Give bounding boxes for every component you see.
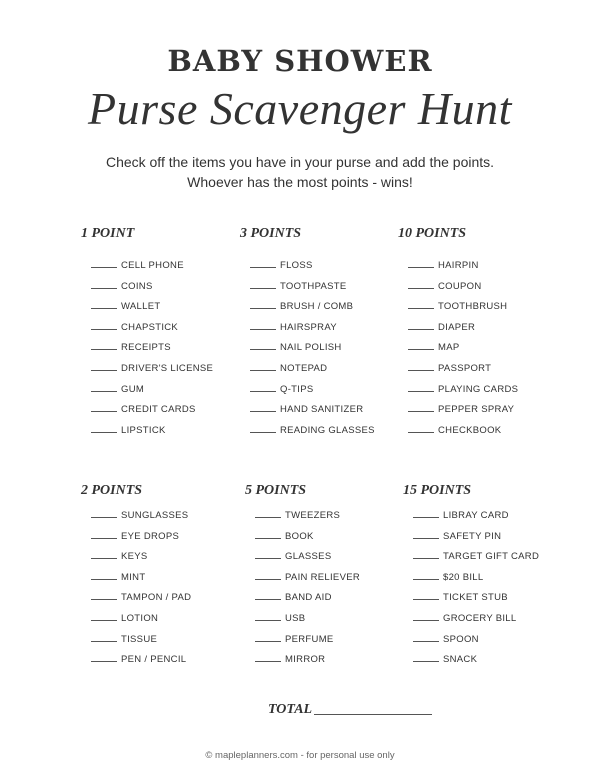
column-5-points bbox=[245, 481, 405, 666]
blank-line[interactable] bbox=[255, 571, 281, 580]
item-label: USB bbox=[285, 612, 306, 624]
item-label: SNACK bbox=[443, 654, 478, 666]
checklist-item[interactable] bbox=[250, 338, 375, 359]
blank-line[interactable] bbox=[91, 259, 117, 268]
blank-line[interactable] bbox=[408, 300, 434, 309]
column-heading: 1 POINT bbox=[81, 226, 135, 241]
checklist-item[interactable] bbox=[250, 380, 375, 401]
column-heading: 2 POINTS bbox=[81, 483, 143, 498]
item-label: BOOK bbox=[285, 530, 314, 542]
blank-line[interactable] bbox=[408, 280, 434, 289]
checklist-item[interactable] bbox=[91, 277, 213, 298]
item-label: MAP bbox=[438, 342, 460, 354]
checklist-item[interactable] bbox=[91, 400, 213, 421]
checklist-item[interactable] bbox=[91, 359, 213, 380]
blank-line[interactable] bbox=[255, 530, 281, 539]
total-blank-line[interactable] bbox=[314, 714, 432, 715]
blank-line[interactable] bbox=[255, 591, 281, 600]
item-label: $20 BILL bbox=[443, 571, 484, 583]
checklist-item[interactable] bbox=[408, 400, 518, 421]
item-label: DIAPER bbox=[438, 321, 476, 333]
item-label: COUPON bbox=[438, 280, 482, 292]
footer-copyright: © mapleplanners.com - for personal use only bbox=[205, 750, 395, 761]
blank-line[interactable] bbox=[413, 591, 439, 600]
checklist-item[interactable] bbox=[250, 277, 375, 298]
blank-line[interactable] bbox=[91, 341, 117, 350]
blank-line[interactable] bbox=[250, 280, 276, 289]
blank-line[interactable] bbox=[413, 509, 439, 518]
column-heading: 5 POINTS bbox=[245, 483, 307, 498]
checklist-item[interactable] bbox=[408, 297, 518, 318]
item-label: PEPPER SPRAY bbox=[438, 404, 515, 416]
item-label: HAIRPIN bbox=[438, 260, 479, 271]
item-label: CELL PHONE bbox=[121, 260, 184, 271]
blank-line[interactable] bbox=[250, 259, 276, 268]
total-label: TOTAL bbox=[268, 702, 313, 717]
blank-line[interactable] bbox=[91, 612, 117, 621]
item-label: DRIVER'S LICENSE bbox=[121, 362, 214, 374]
item-label: BRUSH / COMB bbox=[280, 301, 354, 313]
item-label: WALLET bbox=[121, 301, 161, 313]
checklist-item[interactable] bbox=[408, 256, 518, 277]
column-15-points bbox=[403, 481, 563, 666]
item-label: TAMPON / PAD bbox=[121, 592, 192, 604]
column-heading: 15 POINTS bbox=[403, 483, 472, 498]
checklist-item[interactable] bbox=[255, 527, 360, 548]
item-label: PERFUME bbox=[285, 633, 334, 645]
checklist-item[interactable] bbox=[413, 609, 539, 630]
checklist-item[interactable] bbox=[255, 650, 360, 671]
item-label: NAIL POLISH bbox=[280, 342, 342, 354]
instructions-line-1: Check off the items you have in your purse and add the points. bbox=[105, 154, 495, 170]
checklist-item[interactable] bbox=[91, 421, 213, 442]
blank-line[interactable] bbox=[91, 530, 117, 539]
blank-line[interactable] bbox=[91, 653, 117, 662]
item-label: LOTION bbox=[121, 612, 159, 624]
item-label: TWEEZERS bbox=[285, 510, 341, 521]
item-label: KEYS bbox=[121, 551, 148, 563]
blank-line[interactable] bbox=[91, 321, 117, 330]
column-3-points bbox=[240, 224, 400, 436]
blank-line[interactable] bbox=[413, 633, 439, 642]
checklist-item[interactable] bbox=[408, 277, 518, 298]
item-list bbox=[91, 506, 191, 671]
checklist-item[interactable] bbox=[91, 256, 213, 277]
blank-line[interactable] bbox=[408, 383, 434, 392]
checklist-item[interactable] bbox=[91, 506, 191, 527]
blank-line[interactable] bbox=[250, 321, 276, 330]
item-label: SPOON bbox=[443, 633, 479, 645]
checklist-item[interactable] bbox=[91, 547, 191, 568]
checklist-item[interactable] bbox=[408, 359, 518, 380]
column-heading: 10 POINTS bbox=[398, 226, 467, 241]
blank-line[interactable] bbox=[250, 424, 276, 433]
checklist-item[interactable] bbox=[408, 318, 518, 339]
checklist-item[interactable] bbox=[255, 506, 360, 527]
blank-line[interactable] bbox=[255, 509, 281, 518]
checklist-item[interactable] bbox=[413, 547, 539, 568]
blank-line[interactable] bbox=[255, 633, 281, 642]
title-baby-shower: BABY SHOWER bbox=[167, 44, 433, 78]
item-label: TOOTHBRUSH bbox=[438, 301, 508, 313]
blank-line[interactable] bbox=[91, 550, 117, 559]
item-label: SUNGLASSES bbox=[121, 510, 189, 521]
item-label: FLOSS bbox=[280, 260, 313, 271]
item-label: TARGET GIFT CARD bbox=[443, 551, 540, 563]
item-label: NOTEPAD bbox=[280, 362, 328, 374]
blank-line[interactable] bbox=[413, 530, 439, 539]
item-list bbox=[250, 256, 375, 441]
blank-line[interactable] bbox=[91, 633, 117, 642]
blank-line[interactable] bbox=[91, 362, 117, 371]
blank-line[interactable] bbox=[408, 321, 434, 330]
item-label: PEN / PENCIL bbox=[121, 654, 187, 666]
instructions-line-2: Whoever has the most points - wins! bbox=[187, 174, 413, 190]
checklist-item[interactable] bbox=[91, 380, 213, 401]
checklist-item[interactable] bbox=[413, 568, 539, 589]
item-label: READING GLASSES bbox=[280, 424, 375, 436]
blank-line[interactable] bbox=[91, 300, 117, 309]
item-label: PASSPORT bbox=[438, 362, 492, 374]
checklist-item[interactable] bbox=[91, 527, 191, 548]
blank-line[interactable] bbox=[408, 259, 434, 268]
checklist-item[interactable] bbox=[250, 256, 375, 277]
blank-line[interactable] bbox=[255, 550, 281, 559]
blank-line[interactable] bbox=[255, 653, 281, 662]
item-label: MIRROR bbox=[285, 654, 326, 666]
checklist-item[interactable] bbox=[250, 421, 375, 442]
item-label: GLASSES bbox=[285, 551, 332, 563]
blank-line[interactable] bbox=[408, 341, 434, 350]
checklist-item[interactable] bbox=[413, 630, 539, 651]
checklist-item[interactable] bbox=[255, 568, 360, 589]
blank-line[interactable] bbox=[413, 571, 439, 580]
checklist-item[interactable] bbox=[250, 318, 375, 339]
checklist-item[interactable] bbox=[250, 297, 375, 318]
blank-line[interactable] bbox=[91, 383, 117, 392]
item-label: COINS bbox=[121, 280, 153, 292]
checklist-item[interactable] bbox=[413, 506, 539, 527]
column-heading: 3 POINTS bbox=[240, 226, 302, 241]
checklist-item[interactable] bbox=[91, 630, 191, 651]
blank-line[interactable] bbox=[91, 424, 117, 433]
blank-line[interactable] bbox=[413, 612, 439, 621]
checklist-item[interactable] bbox=[408, 421, 518, 442]
item-label: HAND SANITIZER bbox=[280, 404, 364, 416]
checklist-item[interactable] bbox=[91, 588, 191, 609]
item-label: LIBRAY CARD bbox=[443, 510, 509, 521]
blank-line[interactable] bbox=[413, 550, 439, 559]
item-label: CREDIT CARDS bbox=[121, 404, 196, 416]
blank-line[interactable] bbox=[250, 341, 276, 350]
item-label: RECEIPTS bbox=[121, 342, 171, 354]
item-label: CHAPSTICK bbox=[121, 321, 179, 333]
checklist-item[interactable] bbox=[255, 588, 360, 609]
blank-line[interactable] bbox=[408, 362, 434, 371]
item-label: BAND AID bbox=[285, 592, 332, 604]
item-label: GUM bbox=[121, 383, 145, 395]
blank-line[interactable] bbox=[250, 362, 276, 371]
checklist-item[interactable] bbox=[413, 588, 539, 609]
blank-line[interactable] bbox=[91, 403, 117, 412]
item-list bbox=[255, 506, 360, 671]
blank-line[interactable] bbox=[413, 653, 439, 662]
item-list bbox=[91, 256, 213, 441]
checklist-item[interactable] bbox=[408, 338, 518, 359]
checklist-item[interactable] bbox=[91, 609, 191, 630]
column-1-point bbox=[81, 224, 241, 436]
blank-line[interactable] bbox=[250, 403, 276, 412]
item-list bbox=[413, 506, 539, 671]
blank-line[interactable] bbox=[250, 383, 276, 392]
item-label: GROCERY BILL bbox=[443, 612, 517, 624]
item-label: EYE DROPS bbox=[121, 530, 180, 542]
blank-line[interactable] bbox=[408, 424, 434, 433]
checklist-item[interactable] bbox=[91, 338, 213, 359]
checklist-item[interactable] bbox=[413, 527, 539, 548]
item-list bbox=[408, 256, 518, 441]
checklist-item[interactable] bbox=[91, 650, 191, 671]
item-label: PAIN RELIEVER bbox=[285, 571, 360, 583]
blank-line[interactable] bbox=[91, 591, 117, 600]
item-label: TOOTHPASTE bbox=[280, 280, 347, 292]
title-purse-scavenger-hunt: Purse Scavenger Hunt bbox=[88, 83, 512, 134]
checklist-item[interactable] bbox=[250, 400, 375, 421]
checklist-item[interactable] bbox=[255, 547, 360, 568]
item-label: SAFETY PIN bbox=[443, 530, 502, 542]
checklist-item[interactable] bbox=[408, 380, 518, 401]
column-2-points bbox=[81, 481, 241, 666]
item-label: HAIRSPRAY bbox=[280, 321, 337, 333]
checklist-item[interactable] bbox=[255, 630, 360, 651]
checklist-item[interactable] bbox=[413, 650, 539, 671]
checklist-item[interactable] bbox=[255, 609, 360, 630]
item-label: CHECKBOOK bbox=[438, 424, 502, 436]
blank-line[interactable] bbox=[91, 280, 117, 289]
checklist-item[interactable] bbox=[250, 359, 375, 380]
blank-line[interactable] bbox=[408, 403, 434, 412]
blank-line[interactable] bbox=[255, 612, 281, 621]
blank-line[interactable] bbox=[250, 300, 276, 309]
item-label: TICKET STUB bbox=[443, 592, 508, 604]
checklist-item[interactable] bbox=[91, 568, 191, 589]
item-label: LIPSTICK bbox=[121, 424, 166, 436]
item-label: TISSUE bbox=[121, 633, 158, 645]
checklist-item[interactable] bbox=[91, 297, 213, 318]
blank-line[interactable] bbox=[91, 509, 117, 518]
item-label: MINT bbox=[121, 571, 146, 583]
blank-line[interactable] bbox=[91, 571, 117, 580]
checklist-item[interactable] bbox=[91, 318, 213, 339]
item-label: PLAYING CARDS bbox=[438, 383, 519, 395]
column-10-points bbox=[398, 224, 558, 436]
item-label: Q-TIPS bbox=[280, 383, 314, 395]
